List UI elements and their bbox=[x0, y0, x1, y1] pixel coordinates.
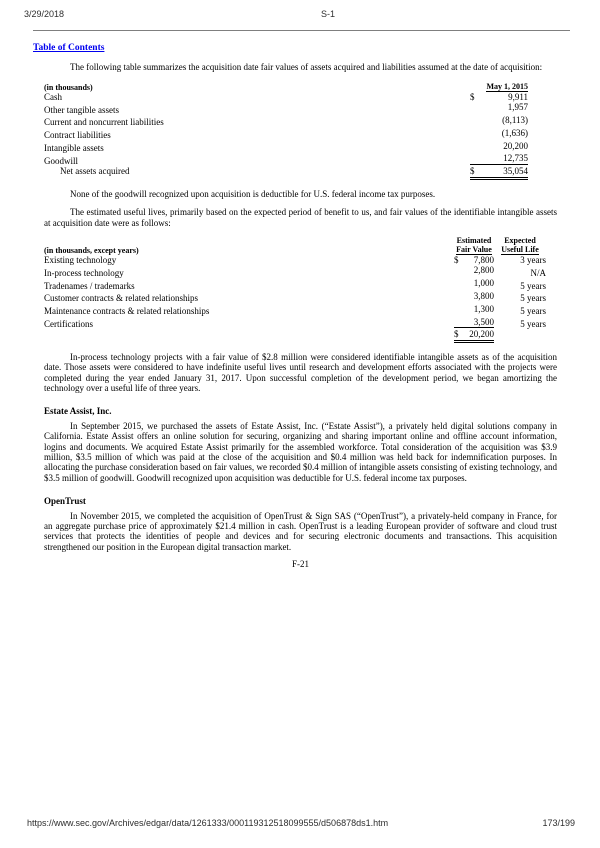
print-footer bbox=[27, 818, 575, 828]
row-value: 2,800 bbox=[473, 265, 494, 276]
print-date: 3/29/2018 bbox=[24, 9, 65, 19]
fair-value-cell bbox=[454, 291, 494, 301]
goodwill-paragraph: None of the goodwill recognized upon acquisition is deductible for U.S. federal income tax purposes. bbox=[70, 188, 436, 199]
fair-value-cell bbox=[454, 317, 494, 328]
useful-life-cell: 3 years bbox=[520, 254, 546, 265]
row-value: 1,957 bbox=[507, 102, 528, 113]
table-total-row bbox=[44, 166, 557, 179]
row-value-cell bbox=[470, 128, 528, 138]
table-row bbox=[44, 141, 557, 154]
fair-value-cell bbox=[454, 304, 494, 314]
row-label: Maintenance contracts & related relationships bbox=[44, 306, 210, 317]
fair-value-cell bbox=[454, 278, 494, 288]
row-value: (1,636) bbox=[501, 127, 528, 138]
row-label: Existing technology bbox=[44, 254, 117, 265]
table-row bbox=[44, 128, 557, 141]
table-row bbox=[44, 102, 557, 115]
row-value: 35,054 bbox=[503, 166, 528, 177]
intangibles-table bbox=[44, 236, 557, 343]
units-label: (in thousands) bbox=[44, 82, 93, 92]
row-label: Net assets acquired bbox=[60, 166, 130, 177]
row-value-cell bbox=[470, 166, 528, 179]
table-row bbox=[44, 278, 557, 291]
table-header-row bbox=[44, 81, 557, 92]
row-value-cell bbox=[470, 153, 528, 164]
fair-value-table bbox=[44, 81, 557, 180]
table-row bbox=[44, 304, 557, 317]
row-value: 9,911 bbox=[508, 91, 528, 102]
row-value: 1,000 bbox=[473, 278, 494, 289]
row-label: Intangible assets bbox=[44, 143, 104, 154]
row-label: Other tangible assets bbox=[44, 104, 119, 115]
table-row bbox=[44, 317, 557, 330]
row-value: 12,735 bbox=[503, 153, 528, 164]
estate-assist-paragraph: In September 2015, we purchased the assets of Estate Assist, Inc. (“Estate Assist”), a privately held digital solutions company in California. Estate Assist offers an online solution for securing, organizing and sharing important online and offline account information, logins and documents. We acquired Estate Assist primarily for the assembled workforce. Total consideration of the acquisition was $3.9 million, $3.5 million of which was paid at the close of the acquisition and $0.4 million was held back for indemnification purposes. In allocating the purchase consideration based on fair values, we recorded $0.4 million of intangible assets consisting of existing technology, and $3.5 million of goodwill. Goodwill recognized upon acquisition was deductible for U.S. federal income tax purposes. bbox=[44, 420, 557, 483]
table-header-row bbox=[44, 236, 557, 255]
document-page-number: F-21 bbox=[291, 559, 309, 570]
row-label: Certifications bbox=[44, 318, 93, 329]
row-label: Cash bbox=[44, 91, 62, 102]
table-row bbox=[44, 153, 557, 166]
row-label: Customer contracts & related relationships bbox=[44, 293, 198, 304]
row-label: Current and noncurrent liabilities bbox=[44, 117, 164, 128]
row-value: 1,300 bbox=[473, 303, 494, 314]
row-label: In-process technology bbox=[44, 267, 124, 278]
table-row bbox=[44, 92, 557, 102]
table-total-row bbox=[44, 329, 557, 342]
dollar-sign: $ bbox=[454, 329, 459, 340]
table-row bbox=[44, 255, 557, 265]
row-value: 7,800 bbox=[473, 254, 494, 265]
row-value: 3,800 bbox=[473, 290, 494, 301]
date-header: May 1, 2015 bbox=[486, 81, 528, 91]
opentrust-heading: OpenTrust bbox=[44, 496, 86, 507]
date-header-cell bbox=[470, 81, 528, 92]
toc-link-row bbox=[33, 42, 557, 53]
source-url: https://www.sec.gov/Archives/edgar/data/1261333/000119312518099555/d506878ds1.htm bbox=[27, 818, 389, 828]
document-title: S-1 bbox=[321, 9, 336, 19]
row-value-cell bbox=[470, 102, 528, 112]
estate-assist-heading: Estate Assist, Inc. bbox=[44, 406, 112, 417]
units-label: (in thousands, except years) bbox=[44, 245, 139, 255]
useful-life-cell: 5 years bbox=[520, 280, 546, 291]
opentrust-paragraph: In November 2015, we completed the acquisition of OpenTrust & Sign SAS (“OpenTrust”), a privately-held company in France, for an aggregate purchase price of approximately $21.4 million in cash. OpenTrust is a leading European provider of software and cloud trust services that protects the identities of people and devices and for securing electronic documents and transactions. This acquisition strengthened our position in the European digital transaction market. bbox=[44, 510, 557, 552]
dollar-sign: $ bbox=[470, 91, 475, 102]
row-value: 3,500 bbox=[473, 316, 494, 327]
useful-life-column-header: Expected Useful Life bbox=[501, 235, 539, 254]
table-row bbox=[44, 115, 557, 128]
table-row bbox=[44, 291, 557, 304]
row-value: 20,200 bbox=[503, 140, 528, 151]
inprocess-paragraph: In-process technology projects with a fair value of $2.8 million were considered identifiable intangible assets as of the acquisition date. Those assets were considered to have indefinite useful lives until research and development efforts associated with the projects were completed during the year ended January 31, 2017. Upon successful completion of the development period, we began amortizing the technology over a useful life of three years. bbox=[44, 351, 557, 393]
useful-lives-paragraph: The estimated useful lives, primarily based on the expected period of benefit to us, and fair values of the identifiable intangible assets at acquisition date were as follows: bbox=[44, 207, 557, 228]
page-indicator: 173/199 bbox=[542, 818, 575, 828]
row-value: (8,113) bbox=[502, 115, 528, 126]
fair-value-column-header: Estimated Fair Value bbox=[456, 235, 492, 254]
useful-life-cell: 5 years bbox=[520, 306, 546, 317]
row-label: Goodwill bbox=[44, 155, 79, 166]
dollar-sign: $ bbox=[470, 166, 475, 177]
table-of-contents-link[interactable]: Table of Contents bbox=[33, 43, 105, 53]
total-value: 20,200 bbox=[469, 329, 494, 340]
useful-life-cell: 5 years bbox=[520, 318, 546, 329]
fair-value-cell bbox=[454, 265, 494, 275]
useful-life-cell: N/A bbox=[530, 267, 546, 278]
row-value-cell bbox=[470, 92, 528, 102]
table-row bbox=[44, 265, 557, 278]
dollar-sign: $ bbox=[454, 254, 459, 265]
intro-paragraph: The following table summarizes the acquisition date fair values of assets acquired and liabilities assumed at the date of acquisition: bbox=[70, 62, 543, 73]
row-label: Tradenames / trademarks bbox=[44, 280, 135, 291]
row-label: Contract liabilities bbox=[44, 130, 111, 141]
row-value-cell bbox=[470, 115, 528, 125]
row-value-cell bbox=[470, 141, 528, 151]
useful-life-cell: 5 years bbox=[520, 293, 546, 304]
total-cell bbox=[454, 329, 494, 342]
fair-value-cell bbox=[454, 255, 494, 265]
